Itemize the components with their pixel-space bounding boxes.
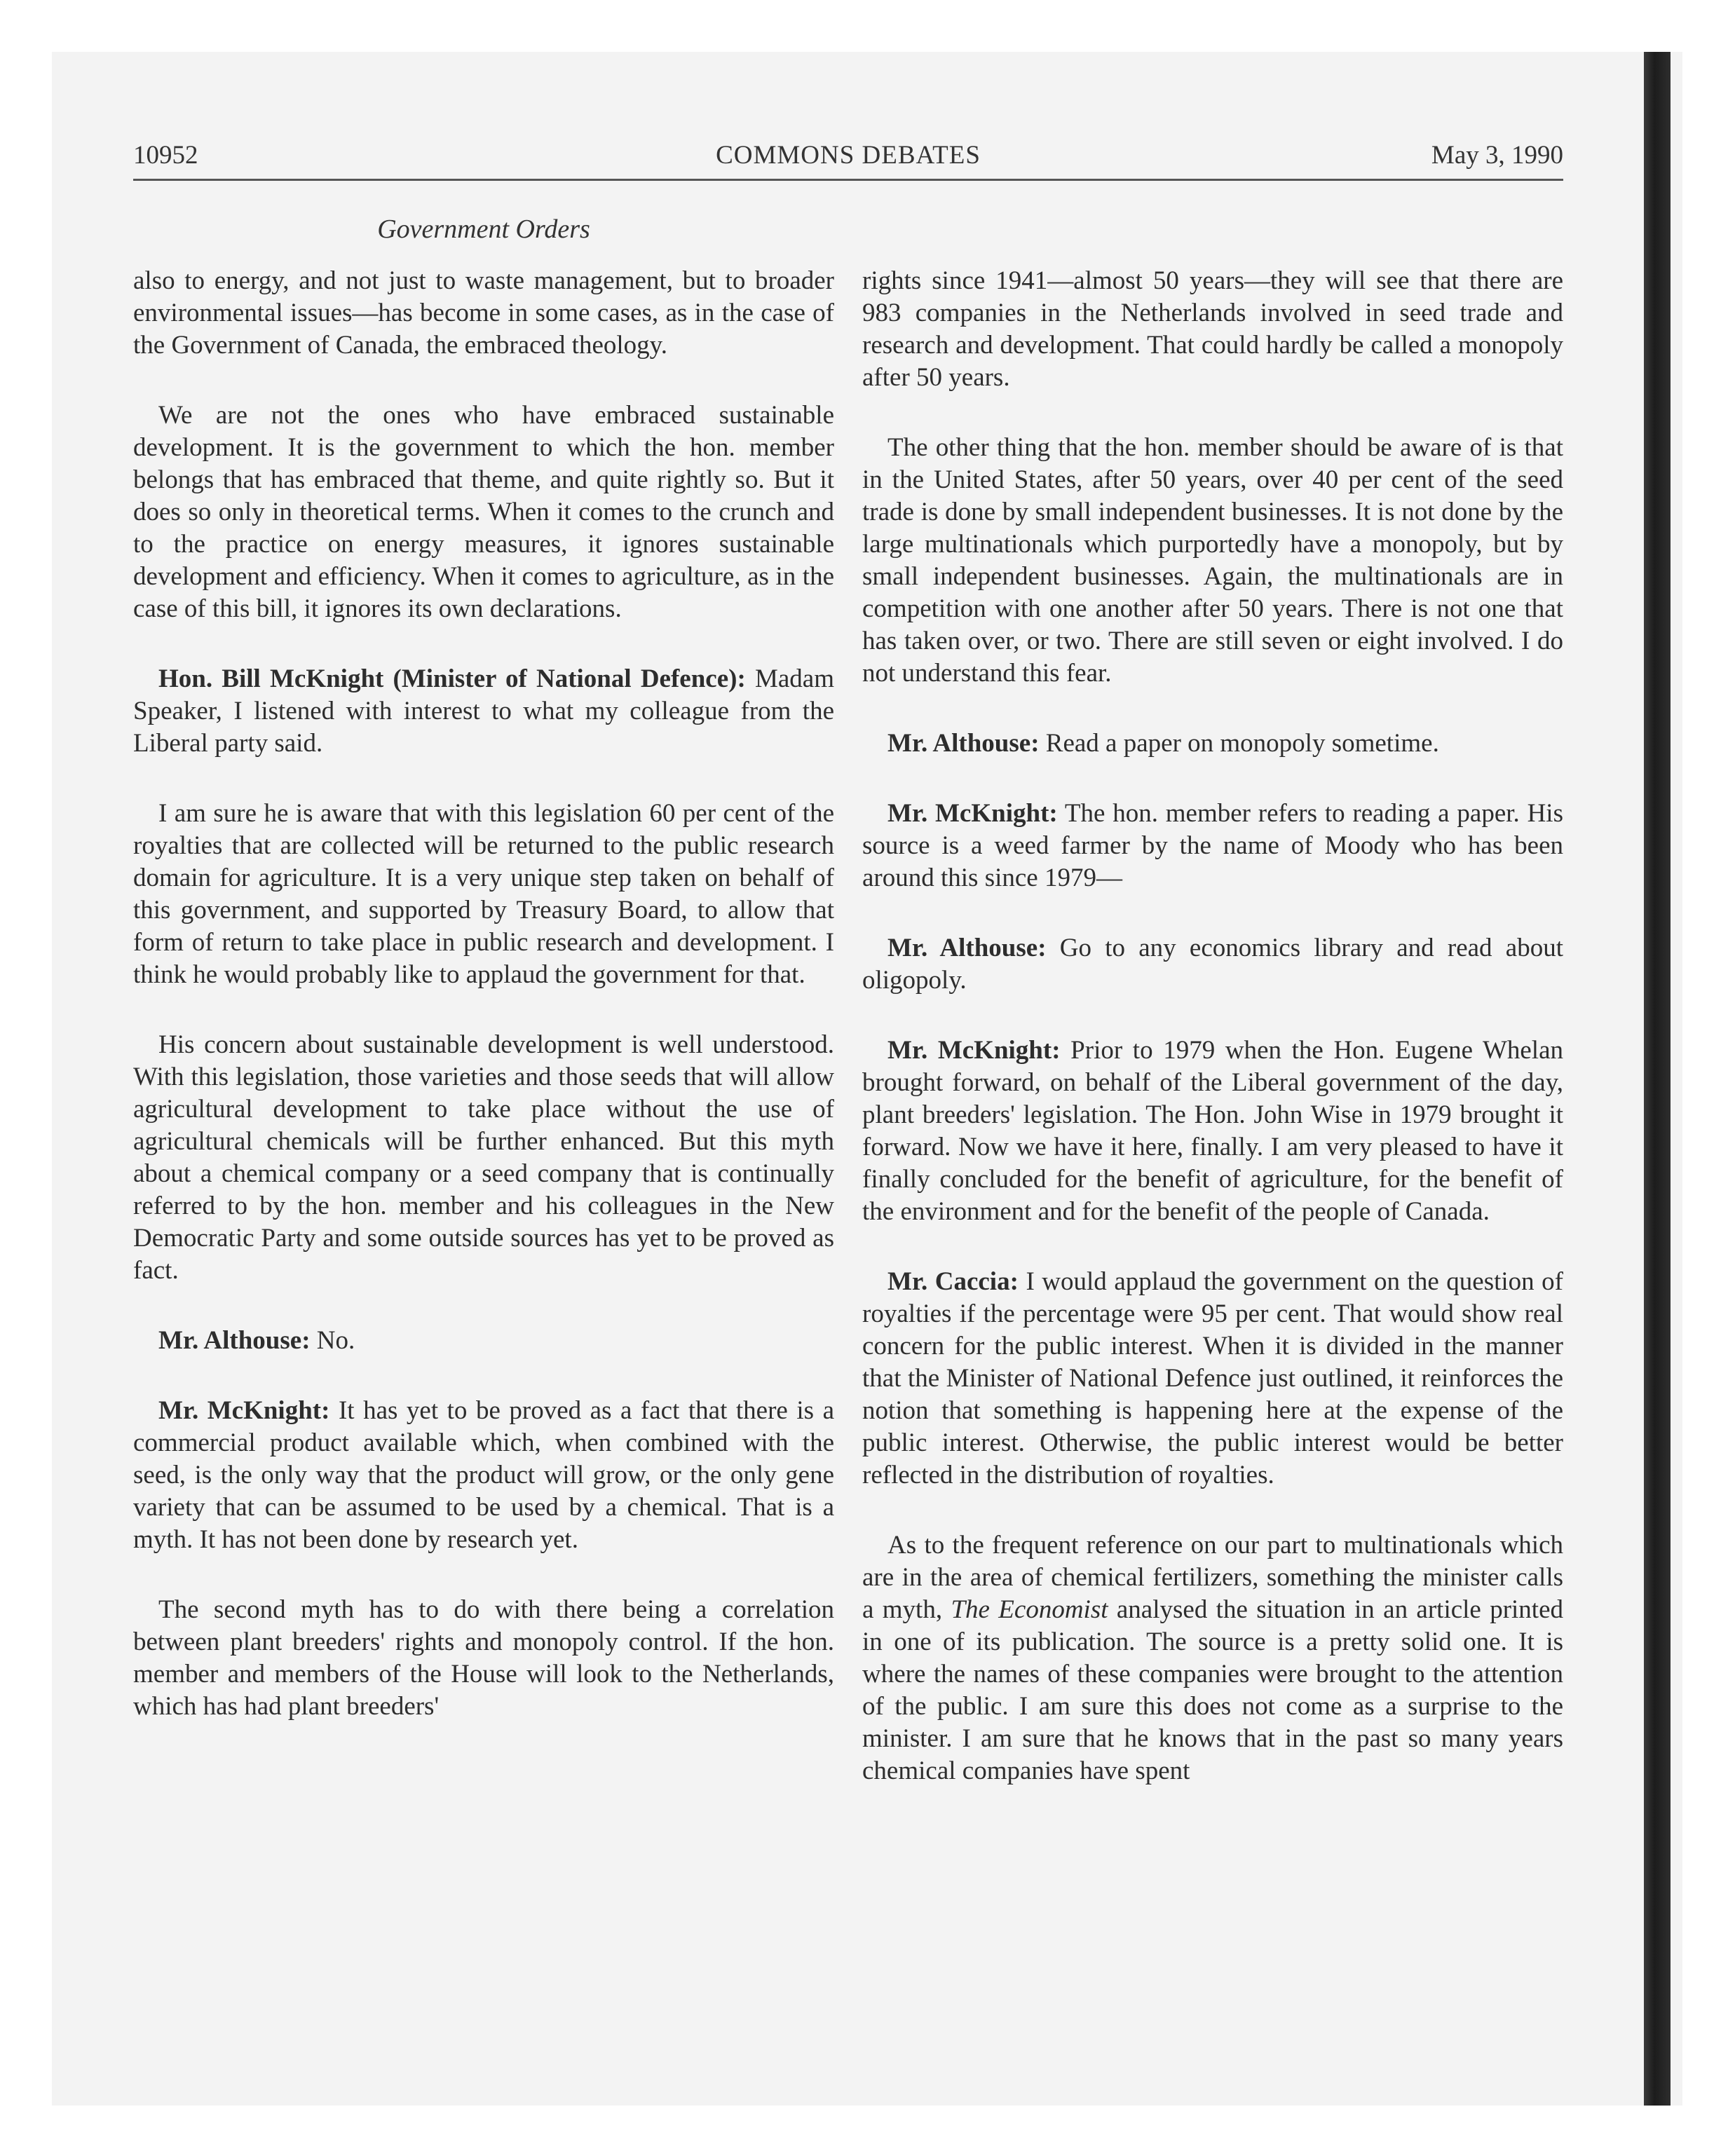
paragraph: also to energy, and not just to waste management, but to broader environmental issues—has become in some cases, as in the case of the Government of Canada, the embraced theology. [133,266,834,360]
paragraph: The second myth has to do with there being a correlation between plant breeders' rights and monopoly control. If the hon. member and members of the House will look to the Netherlands, which has had plant breeders' [133,1595,834,1721]
speaker-name: Mr. Althouse: [158,1326,311,1355]
speech-paragraph [862,1266,1563,1492]
paragraph: His concern about sustainable development is well understood. With this legislation, those varieties and those seeds that will allow agricultural development to take place without the use of agricultural chemicals will be further enhanced. But this myth about a chemical company or a seed company that is continually referred to by the hon. member and his colleagues in the New Democratic Party and some outside sources has yet to be proved as fact. [133,1030,834,1285]
speech-text: Madam Speaker, I listened with interest to what my colleague from the Liberal party said. [133,664,834,758]
paragraph: We are not the ones who have embraced sustainable development. It is the government to which the hon. member belongs that has embraced that theme, and quite rightly so. But it does so only in theoretical terms. When it comes to the crunch and to the practice on energy measures, it ignores sustainable development and efficiency. When it comes to agriculture, as in the case of this bill, it ignores its own declarations. [133,401,834,623]
left-column [133,265,834,1761]
page-number: 10952 [133,141,198,170]
speaker-name: Mr. Althouse: [887,729,1040,758]
speech-paragraph [862,728,1563,760]
journal-title: COMMONS DEBATES [716,141,981,170]
scan-edge-bar [1644,52,1671,2106]
paragraph: The other thing that the hon. member should be aware of is that in the United States, after 50 years, over 40 per cent of the seed trade is done by small independent businesses. It is not done by the large multinationals which purportedly have a monopoly, but by small independent businesses. Again, the multinationals are in competition with one another after 50 years. There is not one that has taken over, or two. There are still seven or eight involved. I do not understand this fear. [862,433,1563,688]
speaker-name: Hon. Bill McKnight (Minister of National Defence): [158,664,746,693]
speech-paragraph [133,1395,834,1556]
speaker-name: Mr. Caccia: [887,1267,1019,1296]
speech-text: Read a paper on monopoly sometime. [1045,729,1439,758]
speech-paragraph [862,798,1563,894]
speaker-name: Mr. McKnight: [887,799,1058,828]
paragraph: rights since 1941—almost 50 years—they will see that there are 983 companies in the Netherlands involved in seed trade and research and development. That could hardly be called a monopoly after 50 years. [862,266,1563,392]
running-head [133,140,1563,182]
section-title: Government Orders [377,214,590,244]
speech-text: Prior to 1979 when the Hon. Eugene Whelan brought forward, on behalf of the Liberal government of the day, plant breeders' legislation. The Hon. John Wise in 1979 brought it forward. Now we have it here, finally. I am very pleased to have it finally concluded for the benefit of agriculture, for the benefit of the environment and for the benefit of the people of Canada. [862,1036,1564,1226]
speech-text: It has yet to be proved as a fact that there is a commercial product available which, when combined with the seed, is the only way that the product will grow, or the only gene variety that can be assumed to be used by a chemical. That is a myth. It has not been done by research yet. [133,1396,834,1554]
speech-paragraph [133,663,834,760]
speech-text: Go to any economics library and read about oligopoly. [862,934,1563,995]
speech-paragraph [133,1325,834,1357]
publication-title: The Economist [951,1595,1108,1624]
speaker-name: Mr. Althouse: [887,934,1047,962]
page-date: May 3, 1990 [1431,141,1563,170]
paragraph-text: analysed the situation in an article printed in one of its publication. The source is a pretty solid one. It is where the names of these companies were brought to the attention of the public. I am sure this does not come as a surprise to the minister. I am sure that he knows that in the past so many years chemical companies have spent [862,1595,1564,1785]
speech-text: The hon. member refers to reading a paper. His source is a weed farmer by the name of Moody who has been around this since 1979— [862,799,1563,892]
paragraph: I am sure he is aware that with this legislation 60 per cent of the royalties that are collected will be returned to the public research domain for agriculture. It is a very unique step taken on behalf of this government, and supported by Treasury Board, to allow that form of return to take place in public research and development. I think he would probably like to applaud the government for that. [133,799,834,989]
speech-paragraph [862,932,1563,997]
speech-paragraph [862,1035,1563,1228]
speech-text: I would applaud the government on the question of royalties if the percentage were 95 per cent. That would show real concern for the public interest. When it is divided in the manner that the Minister of National Defence just outlined, it reinforces the notion that something is happening here at the expense of the public interest. Otherwise, the public interest would be better reflected in the distribution of royalties. [862,1267,1564,1489]
right-column [862,265,1563,1825]
header-rule [133,179,1563,181]
paragraph [862,1529,1563,1787]
speaker-name: Mr. McKnight: [887,1036,1061,1065]
paragraph-text: As to the frequent reference on our part to multinationals which are in the area of chemical fertilizers, something the minister calls a myth, [862,1531,1563,1624]
speaker-name: Mr. McKnight: [158,1396,330,1425]
speech-text: No. [316,1326,355,1355]
